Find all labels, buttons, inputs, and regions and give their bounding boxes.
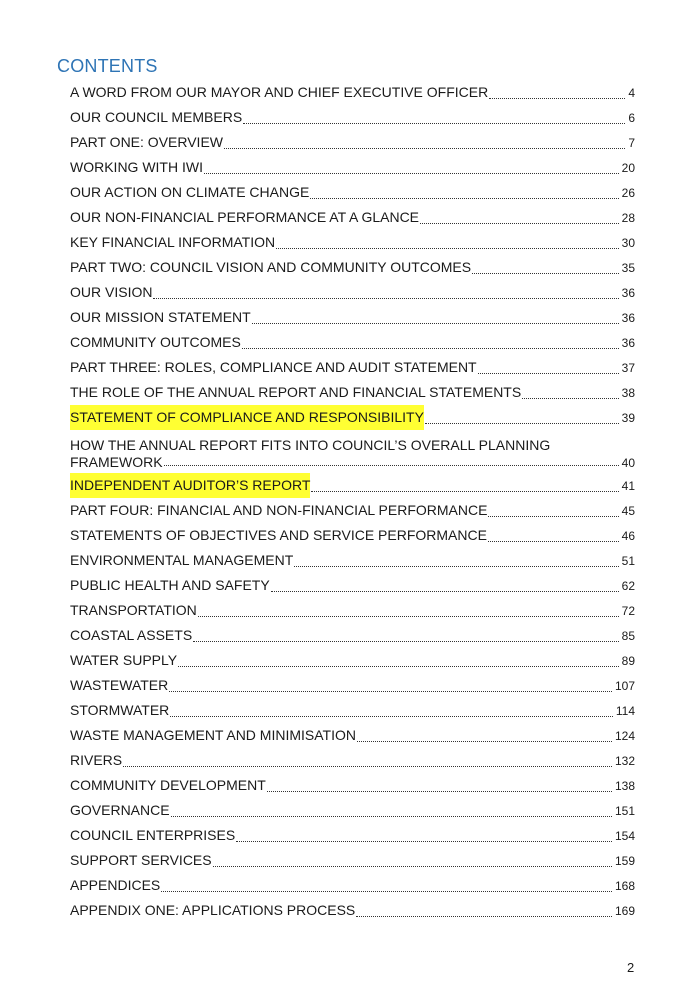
toc-entry-title: WORKING WITH IWI (70, 159, 203, 175)
toc-dot-leader (488, 515, 618, 517)
toc-entry[interactable] (70, 823, 635, 848)
toc-entry[interactable] (70, 80, 635, 105)
toc-entry[interactable] (70, 180, 635, 205)
toc-dot-leader (178, 665, 619, 667)
toc-entry[interactable] (70, 430, 635, 473)
toc-dot-leader (161, 890, 612, 892)
toc-entry-title: OUR MISSION STATEMENT (70, 309, 251, 325)
toc-dot-leader (123, 765, 612, 767)
toc-entry-page: 154 (614, 829, 635, 843)
toc-entry-page: 89 (621, 654, 635, 668)
toc-entry-title: OUR COUNCIL MEMBERS (70, 109, 243, 125)
toc-dot-leader (267, 790, 612, 792)
toc-dot-leader (472, 272, 619, 274)
toc-entry[interactable] (70, 255, 635, 280)
toc-entry[interactable] (70, 405, 635, 430)
toc-dot-leader (243, 122, 625, 124)
toc-dot-leader (171, 815, 612, 817)
toc-entry-line2 (70, 454, 635, 472)
toc-entry-page: 35 (621, 261, 635, 275)
toc-entry[interactable] (70, 523, 635, 548)
toc-entry-title-line2: FRAMEWORK (70, 454, 163, 470)
toc-entry-title: STATEMENTS OF OBJECTIVES AND SERVICE PERFORMANCE (70, 527, 487, 543)
toc-entry-page: 124 (614, 729, 635, 743)
toc-entry-page: 36 (621, 286, 635, 300)
toc-entry[interactable] (70, 548, 635, 573)
toc-entry-title: TRANSPORTATION (70, 602, 197, 618)
toc-dot-leader (488, 540, 619, 542)
toc-dot-leader (204, 172, 619, 174)
toc-dot-leader (153, 297, 618, 299)
toc-entry-page: 114 (615, 704, 635, 718)
toc-entry[interactable] (70, 848, 635, 873)
toc-entry-page: 41 (621, 479, 635, 493)
contents-heading: CONTENTS (57, 56, 158, 76)
toc-entry-page: 40 (621, 456, 635, 470)
toc-entry-title: APPENDICES (70, 877, 161, 893)
toc-entry-title: A WORD FROM OUR MAYOR AND CHIEF EXECUTIVE OFFICER (70, 84, 489, 100)
toc-entry[interactable] (70, 473, 635, 498)
toc-dot-leader (169, 690, 612, 692)
toc-dot-leader (224, 147, 625, 149)
toc-entry[interactable] (70, 598, 635, 623)
toc-entry[interactable] (70, 873, 635, 898)
toc-entry-page: 132 (614, 754, 635, 768)
toc-entry-page: 85 (621, 629, 635, 643)
toc-dot-leader (425, 422, 619, 424)
toc-entry-page: 45 (621, 504, 635, 518)
toc-dot-leader (170, 715, 613, 717)
toc-entry[interactable] (70, 773, 635, 798)
toc-entry[interactable] (70, 898, 635, 923)
toc-dot-leader (522, 397, 618, 399)
toc-entry-title: WATER SUPPLY (70, 652, 178, 668)
toc-entry-page: 28 (621, 211, 635, 225)
toc-entry[interactable] (70, 105, 635, 130)
toc-entry-title: OUR NON-FINANCIAL PERFORMANCE AT A GLANCE (70, 209, 420, 225)
toc-entry[interactable] (70, 573, 635, 598)
toc-entry-title: WASTE MANAGEMENT AND MINIMISATION (70, 727, 356, 743)
toc-entry-title: APPENDIX ONE: APPLICATIONS PROCESS (70, 902, 356, 918)
toc-dot-leader (311, 490, 618, 492)
toc-entry[interactable] (70, 380, 635, 405)
toc-entry-title-highlighted: STATEMENT OF COMPLIANCE AND RESPONSIBILITY (70, 405, 424, 430)
toc-entry[interactable] (70, 648, 635, 673)
toc-entry-title: WASTEWATER (70, 677, 169, 693)
toc-entry-title: OUR VISION (70, 284, 153, 300)
toc-entry-page: 4 (628, 86, 635, 100)
toc-entry-title: COUNCIL ENTERPRISES (70, 827, 236, 843)
toc-dot-leader (198, 615, 619, 617)
page-number: 2 (627, 960, 635, 975)
toc-dot-leader (236, 840, 612, 842)
table-of-contents (70, 80, 635, 923)
toc-entry-page: 151 (614, 804, 635, 818)
toc-entry-page: 20 (621, 161, 635, 175)
toc-dot-leader (193, 640, 618, 642)
toc-entry[interactable] (70, 623, 635, 648)
toc-entry-page: 46 (621, 529, 635, 543)
toc-entry-title: PART FOUR: FINANCIAL AND NON-FINANCIAL PERFORMANCE (70, 502, 488, 518)
toc-entry[interactable] (70, 498, 635, 523)
toc-entry-page: 159 (614, 854, 635, 868)
toc-entry-title: GOVERNANCE (70, 802, 170, 818)
toc-dot-leader (478, 372, 619, 374)
toc-entry[interactable] (70, 723, 635, 748)
toc-entry-page: 72 (621, 604, 635, 618)
toc-entry-page: 37 (621, 361, 635, 375)
toc-entry-title: COMMUNITY DEVELOPMENT (70, 777, 266, 793)
toc-entry[interactable] (70, 698, 635, 723)
toc-entry-page: 39 (621, 411, 635, 425)
toc-entry-page: 51 (621, 554, 635, 568)
toc-entry[interactable] (70, 798, 635, 823)
toc-entry-page: 38 (621, 386, 635, 400)
toc-entry-title: RIVERS (70, 752, 123, 768)
toc-entry-title: COMMUNITY OUTCOMES (70, 334, 241, 350)
toc-dot-leader (271, 590, 619, 592)
toc-dot-leader (310, 197, 618, 199)
toc-entry-title: STORMWATER (70, 702, 170, 718)
toc-dot-leader (294, 565, 618, 567)
toc-entry-page: 62 (621, 579, 635, 593)
toc-entry-title: PUBLIC HEALTH AND SAFETY (70, 577, 270, 593)
toc-entry[interactable] (70, 355, 635, 380)
toc-entry-title: PART TWO: COUNCIL VISION AND COMMUNITY OUTCOMES (70, 259, 472, 275)
toc-entry[interactable] (70, 673, 635, 698)
toc-dot-leader (356, 915, 612, 917)
toc-entry-title-highlighted: INDEPENDENT AUDITOR’S REPORT (70, 473, 310, 498)
toc-dot-leader (276, 247, 619, 249)
toc-entry[interactable] (70, 205, 635, 230)
toc-entry-title-line1: HOW THE ANNUAL REPORT FITS INTO COUNCIL’S OVERALL PLANNING (70, 437, 551, 453)
toc-entry[interactable] (70, 280, 635, 305)
toc-entry-title: ENVIRONMENTAL MANAGEMENT (70, 552, 294, 568)
toc-entry-page: 138 (614, 779, 635, 793)
toc-entry[interactable] (70, 305, 635, 330)
toc-entry[interactable] (70, 748, 635, 773)
toc-entry[interactable] (70, 230, 635, 255)
toc-entry-title: KEY FINANCIAL INFORMATION (70, 234, 276, 250)
toc-entry-page: 6 (628, 111, 635, 125)
toc-dot-leader (357, 740, 612, 742)
toc-entry-page: 7 (628, 136, 635, 150)
toc-entry[interactable] (70, 330, 635, 355)
toc-entry[interactable] (70, 130, 635, 155)
toc-entry-title: OUR ACTION ON CLIMATE CHANGE (70, 184, 310, 200)
toc-entry-page: 168 (614, 879, 635, 893)
toc-dot-leader (164, 464, 619, 466)
toc-entry-page: 36 (621, 311, 635, 325)
toc-entry-page: 36 (621, 336, 635, 350)
toc-entry-page: 169 (614, 904, 635, 918)
toc-dot-leader (252, 322, 619, 324)
toc-entry-title: PART ONE: OVERVIEW (70, 134, 224, 150)
toc-dot-leader (242, 347, 619, 349)
toc-entry-page: 107 (614, 679, 635, 693)
toc-entry-page: 26 (621, 186, 635, 200)
toc-entry-title: THE ROLE OF THE ANNUAL REPORT AND FINANCIAL STATEMENTS (70, 384, 522, 400)
toc-entry-title: SUPPORT SERVICES (70, 852, 212, 868)
toc-dot-leader (420, 222, 619, 224)
toc-entry-page: 30 (621, 236, 635, 250)
toc-dot-leader (213, 865, 612, 867)
toc-entry-title: COASTAL ASSETS (70, 627, 193, 643)
toc-dot-leader (489, 97, 625, 99)
toc-entry[interactable] (70, 155, 635, 180)
toc-entry-title: PART THREE: ROLES, COMPLIANCE AND AUDIT STATEMENT (70, 359, 477, 375)
